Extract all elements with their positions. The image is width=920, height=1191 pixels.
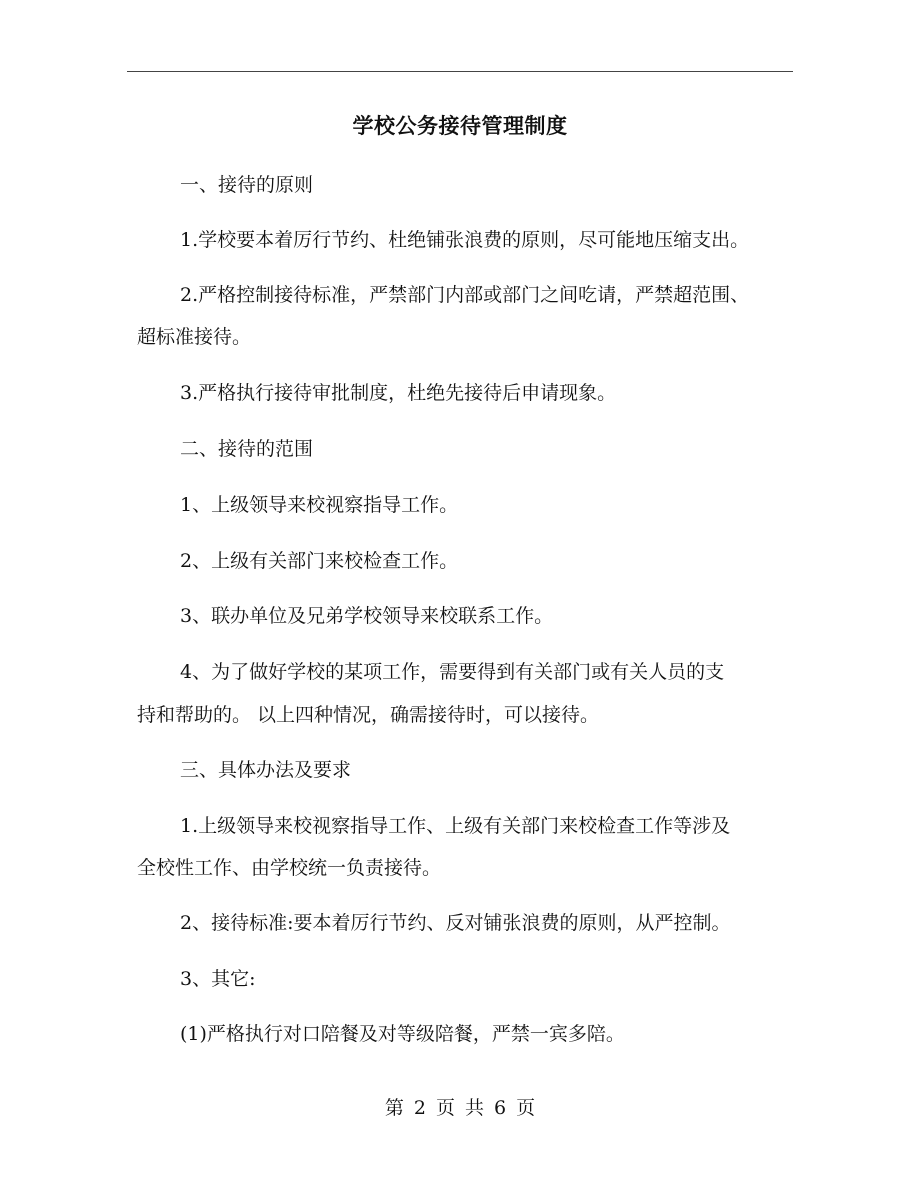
paragraph-line: 2.严格控制接待标准，严禁部门内部或部门之间吃请，严禁超范围、 — [180, 284, 750, 306]
paragraph-line: 3、其它: — [180, 968, 256, 990]
paragraph-line: 超标准接待。 — [137, 326, 252, 348]
paragraph-line: 3.严格执行接待审批制度，杜绝先接待后申请现象。 — [180, 382, 617, 404]
paragraph-line: 1.学校要本着厉行节约、杜绝铺张浪费的原则，尽可能地压缩支出。 — [180, 229, 750, 251]
paragraph-line: 2、上级有关部门来校检查工作。 — [180, 550, 459, 572]
document-title: 学校公务接待管理制度 — [352, 113, 568, 138]
page-number-footer: 第 2 页 共 6 页 — [384, 1097, 536, 1119]
header-rule — [127, 71, 793, 72]
section-heading-methods: 三、具体办法及要求 — [180, 759, 352, 781]
paragraph-line: 2、接待标准:要本着厉行节约、反对铺张浪费的原则，从严控制。 — [180, 912, 731, 934]
paragraph-line: (1)严格执行对口陪餐及对等级陪餐，严禁一宾多陪。 — [180, 1023, 625, 1045]
paragraph-line: 全校性工作、由学校统一负责接待。 — [137, 857, 442, 879]
paragraph-line: 3、联办单位及兄弟学校领导来校联系工作。 — [180, 605, 554, 627]
section-heading-principles: 一、接待的原则 — [180, 174, 314, 196]
paragraph-line: 持和帮助的。 以上四种情况，确需接待时，可以接待。 — [137, 704, 600, 726]
paragraph-line: 1.上级领导来校视察指导工作、上级有关部门来校检查工作等涉及 — [180, 815, 731, 837]
paragraph-line: 4、为了做好学校的某项工作，需要得到有关部门或有关人员的支 — [180, 661, 725, 683]
section-heading-scope: 二、接待的范围 — [180, 438, 314, 460]
paragraph-line: 1、上级领导来校视察指导工作。 — [180, 494, 459, 516]
